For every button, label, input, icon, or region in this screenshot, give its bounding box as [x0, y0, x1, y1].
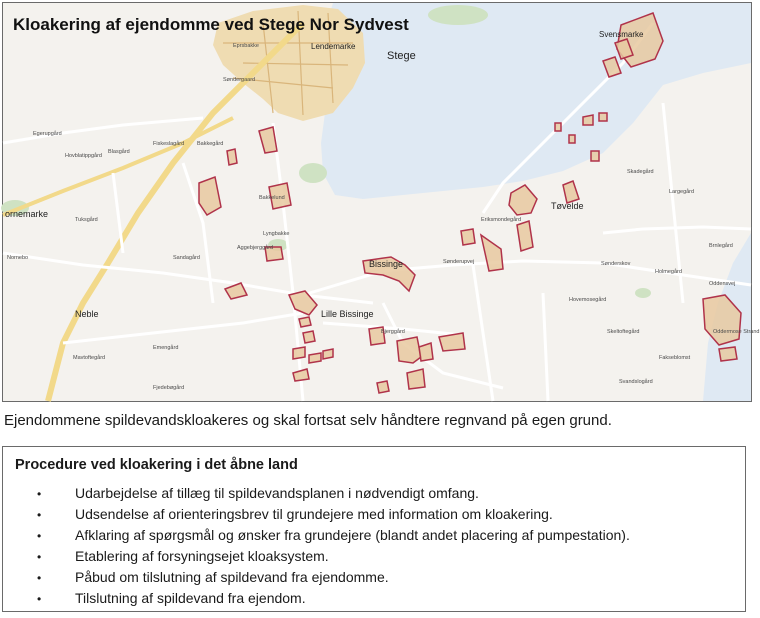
map-panel [2, 2, 760, 402]
parcel [407, 369, 425, 389]
parcel [719, 347, 737, 361]
label-bakkegard: Bakkegård [197, 141, 224, 147]
place-svensmarke: Svensmarke [599, 30, 644, 39]
parcel [439, 333, 465, 351]
parcel [555, 123, 561, 131]
procedure-item [37, 567, 630, 588]
parcel [599, 113, 607, 121]
procedure-item-text: Afklaring af spørgsmål og ønsker fra grundejere (blandt andet placering af pumpestation). [75, 527, 630, 543]
label-hovblatippgard: Hovblatippgård [65, 153, 102, 159]
procedure-title: Procedure ved kloakering i det åbne land [15, 457, 298, 473]
parcel [569, 135, 575, 143]
label-bakkelund: Bakkelund [259, 195, 285, 201]
parcel [591, 151, 599, 161]
label-svandslogard: Svandslogård [619, 379, 653, 385]
parcel [377, 381, 389, 393]
label-egerupgaard: Egerupgård [33, 131, 62, 137]
procedure-item [37, 588, 630, 609]
place-stege: Stege [387, 50, 416, 62]
label-bjerggard: Bjerggård [381, 329, 405, 335]
label-largegard: Largegård [669, 189, 695, 195]
procedure-item [37, 525, 630, 546]
label-sonderskov: Sønderskov [601, 261, 631, 267]
bullet-icon: • [37, 487, 42, 501]
parcel [303, 331, 315, 343]
label-tuksgard: Tuksgård [75, 217, 98, 223]
procedure-list [37, 483, 630, 609]
label-blasgaard: Blasgård [108, 149, 130, 155]
bullet-icon: • [37, 529, 42, 543]
label-sonderupvej: Sønderupvej [443, 259, 475, 265]
bullet-icon: • [37, 508, 42, 522]
parcel [583, 115, 593, 125]
place-tovelde: Tøvelde [551, 201, 584, 211]
bullet-icon: • [37, 550, 42, 564]
procedure-item-text: Udarbejdelse af tillæg til spildevandsplanen i nødvendigt omfang. [75, 485, 479, 501]
bullet-icon: • [37, 571, 42, 585]
label-fakseblomst: Fakseblomst [659, 355, 691, 361]
label-sondergaard: Søndergaard [223, 77, 256, 83]
parcel [293, 347, 305, 359]
place-lendemarke: Lendemarke [311, 42, 356, 51]
place-neble: Neble [75, 309, 99, 319]
bullet-icon: • [37, 592, 42, 606]
label-fjedebgard: Fjedebøgård [153, 385, 185, 391]
procedure-item-text: Udsendelse af orienteringsbrev til grundejere med information om kloakering. [75, 506, 553, 522]
label-eprsbakke: Eprsbakke [233, 43, 259, 49]
label-holmegard: Holmegård [655, 269, 682, 275]
procedure-item [37, 483, 630, 504]
place-bissinge: Bissinge [369, 259, 404, 269]
parcel [461, 229, 475, 245]
label-emengard: Emengård [153, 345, 179, 351]
label-lyngbakke: Lyngbakke [263, 231, 290, 237]
procedure-box [2, 446, 746, 612]
map [3, 3, 760, 401]
parcel [397, 337, 421, 363]
label-sandagard: Sandagård [173, 255, 200, 261]
place-ornemarke: ornemarke [5, 209, 49, 219]
procedure-item-text: Påbud om tilslutning af spildevand fra ejendomme. [75, 569, 389, 585]
map-caption: Ejendommene spildevandskloakeres og skal fortsat selv håndtere regnvand på egen grund. [4, 412, 612, 429]
label-odderstrand: Oddermose Strand [713, 329, 760, 335]
parcel [309, 353, 321, 363]
procedure-item [37, 504, 630, 525]
parcel [419, 343, 433, 361]
label-eriksmondegard: Eriksmondegård [481, 217, 522, 223]
procedure-item-text: Etablering af forsyningsejet kloaksystem. [75, 548, 329, 564]
label-skeltoftegard: Skeltoftegård [607, 329, 640, 335]
place-lille-bissinge: Lille Bissinge [321, 309, 374, 319]
label-brnlegard: Brnlegård [709, 243, 733, 249]
label-oddensvej: Oddensvej [709, 281, 736, 287]
label-fiskeslagard: Fiskeslagård [153, 141, 185, 147]
label-mavtoftegard: Mavtoftegård [73, 355, 106, 361]
label-hovemosegard: Hovemosegård [569, 297, 607, 303]
label-aggebjerggard: Aggebjerggård [237, 245, 274, 251]
label-skadegard: Skadegård [627, 169, 654, 175]
map-title: Kloakering af ejendomme ved Stege Nor Sydvest [13, 15, 409, 34]
parcel [299, 317, 311, 327]
procedure-item-text: Tilslutning af spildevand fra ejendom. [75, 590, 306, 606]
procedure-item [37, 546, 630, 567]
parcel [323, 349, 333, 359]
parcel [227, 149, 237, 165]
label-nornebo: Nornebo [7, 255, 29, 261]
